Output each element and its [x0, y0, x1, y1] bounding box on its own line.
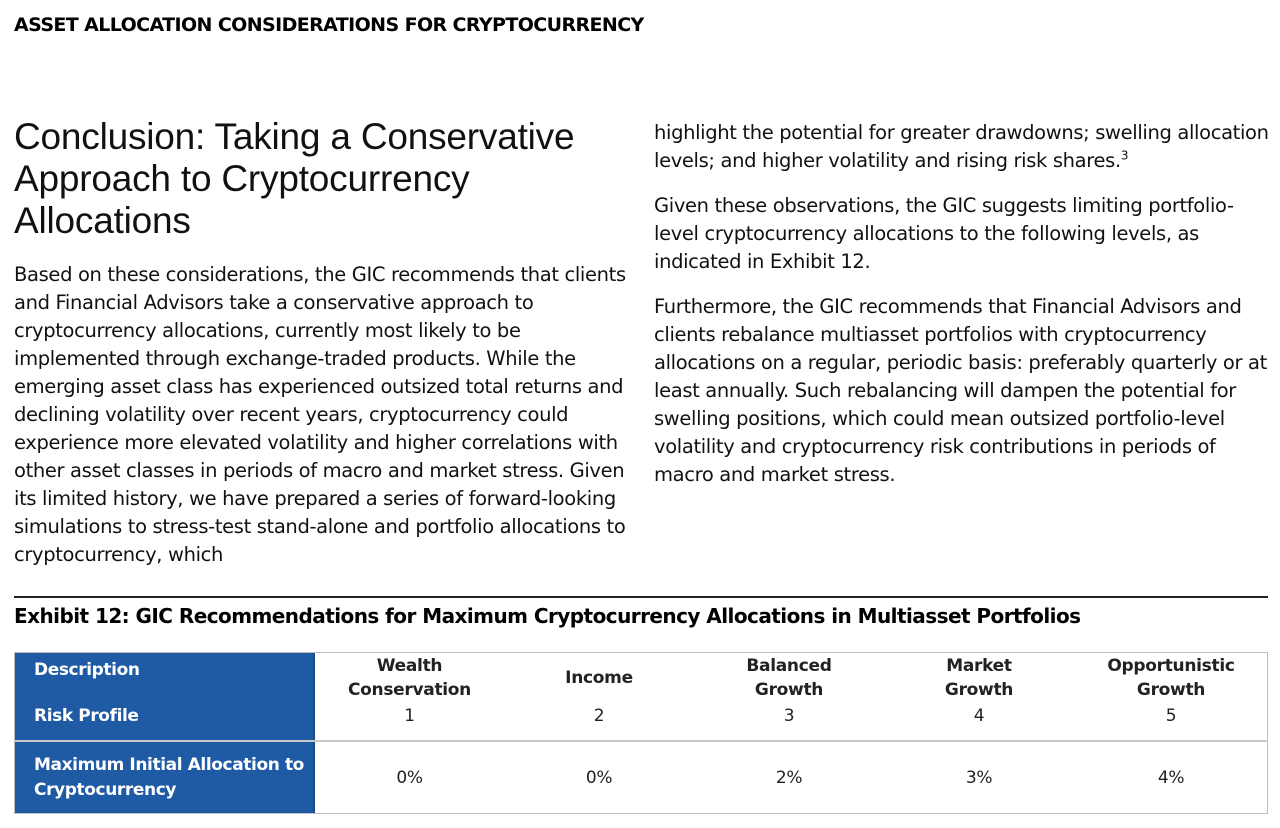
right-paragraph-2: Given these observations, the GIC suggests limiting portfolio-level cryptocurrency allocations to the following levels, as indicated in Exhibit 12. [654, 194, 1234, 273]
table-row-max-allocation [14, 741, 1268, 814]
table-row-description [14, 652, 1268, 741]
max-allocation-value: 2% [694, 741, 884, 814]
risk-profile-label: Risk Profile [34, 706, 139, 726]
row-header-description [14, 652, 314, 741]
max-allocation-value: 0% [314, 741, 504, 814]
max-allocation-value: 3% [884, 741, 1074, 814]
column-name [315, 654, 504, 702]
column-name [884, 654, 1074, 702]
article-title: Conclusion: Taking a Conservative Approach to Cryptocurrency Allocations [14, 116, 575, 241]
column-name-line2: Growth [944, 680, 1014, 700]
column-name-line1: Income [565, 668, 633, 688]
table-cell-income [504, 652, 694, 741]
risk-profile-value: 1 [404, 706, 415, 726]
max-allocation-value: 4% [1074, 741, 1268, 814]
column-name-line1: Wealth [376, 656, 443, 676]
column-name-line1: Opportunistic [1107, 656, 1235, 676]
table-cell-opportunistic-growth [1074, 652, 1268, 741]
column-name-line2: Conservation [348, 680, 471, 700]
footnote-marker[interactable]: 3 [1120, 148, 1129, 163]
table-cell-wealth-conservation [314, 652, 504, 741]
right-column [654, 119, 1274, 506]
row-header-max-allocation: Maximum Initial Allocation to Cryptocurrency [14, 741, 314, 814]
column-name-line1: Market [946, 656, 1012, 676]
max-allocation-value: 0% [504, 741, 694, 814]
column-name-line1: Balanced [746, 656, 832, 676]
risk-profile-value: 3 [783, 706, 795, 726]
right-paragraph-3: Furthermore, the GIC recommends that Financial Advisors and clients rebalance multiasset portfolios with cryptocurrency allocations on a regular, periodic basis: preferably quarterly or at least annually. Such rebalancing will dampen the potential for swelling positions, which could mean outsized portfolio-level volatility and cryptocurrency risk contributions in periods of macro and market stress. [654, 295, 1267, 486]
left-paragraph: Based on these considerations, the GIC recommends that clients and Financial Advisors take a conservative approach to cryptocurrency allocations, currently most likely to be implemented through exchange-traded products. While the emerging asset class has experienced outsized total returns and declining volatility over recent years, cryptocurrency could experience more elevated volatility and higher correlations with other asset classes in periods of macro and market stress. Given its limited history, we have prepared a series of forward-looking simulations to stress-test stand-alone and portfolio allocations to cryptocurrency, which [14, 263, 626, 566]
column-name [1074, 654, 1268, 702]
allocation-table [14, 652, 1268, 814]
exhibit-title: Exhibit 12: GIC Recommendations for Maximum Cryptocurrency Allocations in Multiasset Portfolios [14, 604, 1081, 628]
section-header: ASSET ALLOCATION CONSIDERATIONS FOR CRYPTOCURRENCY [14, 14, 644, 36]
column-name [504, 666, 694, 690]
table-cell-market-growth [884, 652, 1074, 741]
risk-profile-value: 4 [973, 706, 985, 726]
column-name [694, 654, 884, 702]
exhibit-divider [14, 596, 1268, 598]
right-paragraph-1-text: highlight the potential for greater drawdowns; swelling allocation levels; and higher volatility and rising risk shares. [654, 121, 1269, 172]
risk-profile-value: 2 [593, 706, 605, 726]
description-label: Description [34, 660, 140, 680]
table-cell-balanced-growth [694, 652, 884, 741]
right-paragraph-1 [654, 119, 1274, 175]
column-name-line2: Growth [754, 680, 824, 700]
left-column [14, 261, 644, 569]
column-name-line2: Growth [1136, 680, 1206, 700]
risk-profile-value: 5 [1165, 706, 1177, 726]
